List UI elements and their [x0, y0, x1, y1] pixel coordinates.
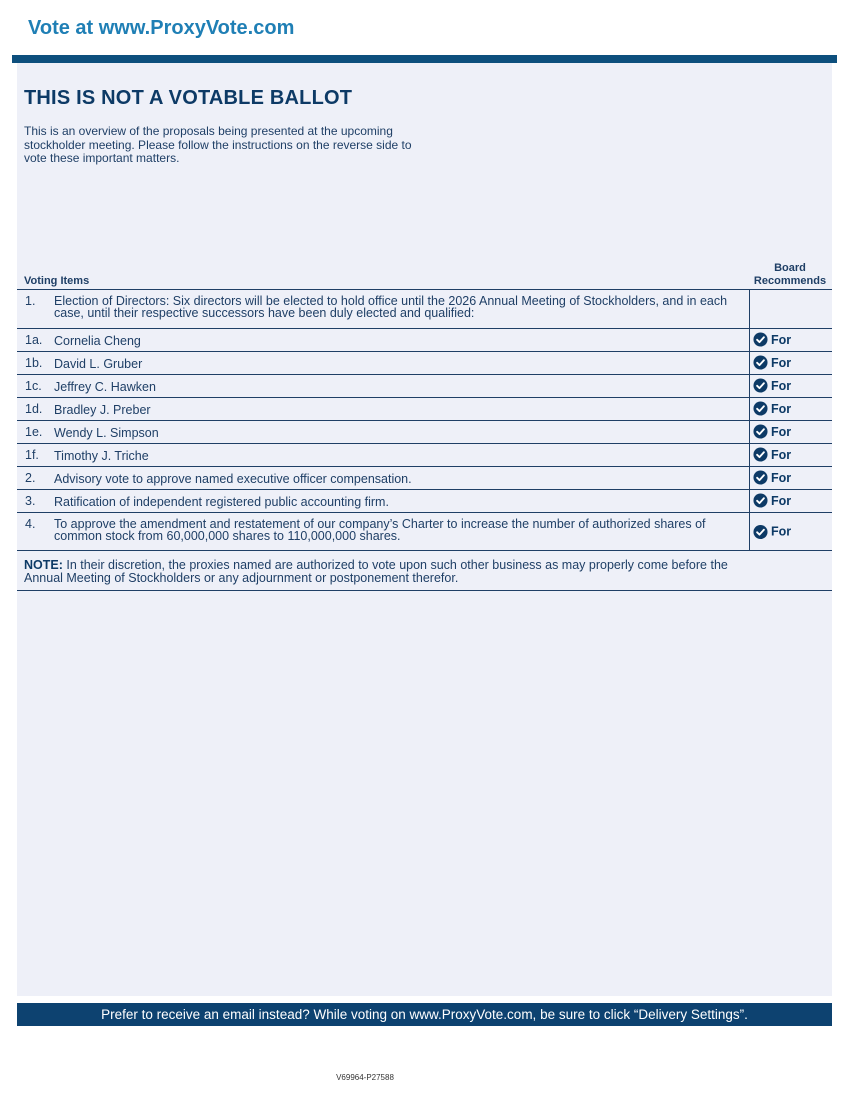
- check-circle-icon: [753, 355, 768, 370]
- item-text: David L. Gruber: [54, 357, 143, 371]
- table-row: [17, 375, 832, 398]
- item-text: Cornelia Cheng: [54, 334, 141, 348]
- recommendation-cell: [749, 329, 833, 351]
- item-text: Wendy L. Simpson: [54, 426, 159, 440]
- site-url-heading: Vote at www.ProxyVote.com: [28, 17, 295, 39]
- item-number: 1.: [25, 294, 36, 308]
- recommendation-label: For: [771, 524, 792, 539]
- delivery-settings-banner: Prefer to receive an email instead? While voting on www.ProxyVote.com, be sure to click “Delivery Settings”.: [17, 1003, 832, 1026]
- check-circle-icon: [753, 332, 768, 347]
- table-row: [17, 444, 832, 467]
- item-number: 1c.: [25, 379, 42, 393]
- item-number: 2.: [25, 471, 36, 485]
- note-label: NOTE:: [24, 558, 63, 572]
- table-row: [17, 398, 832, 421]
- recommendation-cell: [749, 398, 833, 420]
- item-number: 1f.: [25, 448, 39, 462]
- recommendation-badge: [753, 424, 791, 439]
- item-text: Timothy J. Triche: [54, 449, 149, 463]
- table-row: [17, 290, 832, 329]
- item-number: 3.: [25, 494, 36, 508]
- table-row: [17, 467, 832, 490]
- recommendation-cell: [749, 444, 833, 466]
- board-recommends-header: [748, 262, 832, 287]
- table-row: [17, 352, 832, 375]
- item-text: Bradley J. Preber: [54, 403, 151, 417]
- recommendation-cell: [749, 513, 833, 550]
- check-circle-icon: [753, 378, 768, 393]
- check-circle-icon: [753, 424, 768, 439]
- note-body: In their discretion, the proxies named are authorized to vote upon such other business as may properly come before the Annual Meeting of Stockholders or any adjournment or postponement therefor.: [24, 558, 728, 585]
- recommendation-cell: [749, 421, 833, 443]
- voting-items-header: Voting Items: [24, 275, 90, 287]
- recommendation-badge: [753, 378, 791, 393]
- note-divider: [17, 590, 832, 591]
- recommendation-badge: [753, 524, 791, 539]
- item-text: To approve the amendment and restatement of our company’s Charter to increase the number of authorized shares of common stock from 60,000,000 shares to 110,000,000 shares.: [54, 517, 706, 543]
- recommendation-label: For: [771, 493, 792, 508]
- recommendation-badge: [753, 355, 791, 370]
- table-row: [17, 329, 832, 352]
- recommendation-label: For: [771, 332, 792, 347]
- item-text: Advisory vote to approve named executive officer compensation.: [54, 472, 412, 486]
- recommendation-cell: [749, 467, 833, 489]
- recommendation-cell: [749, 490, 833, 512]
- item-number: 1a.: [25, 333, 43, 347]
- check-circle-icon: [753, 447, 768, 462]
- recommendation-badge: [753, 447, 791, 462]
- recommendation-cell: [749, 290, 833, 328]
- recommendation-badge: [753, 332, 791, 347]
- voting-items-table: [17, 289, 832, 551]
- check-circle-icon: [753, 524, 768, 539]
- note-text: [24, 559, 754, 584]
- item-text: Jeffrey C. Hawken: [54, 380, 156, 394]
- board-header-line1: Board: [774, 262, 806, 274]
- recommendation-cell: [749, 352, 833, 374]
- check-circle-icon: [753, 493, 768, 508]
- intro-text: This is an overview of the proposals being presented at the upcoming stockholder meeting. Please follow the instructions on the reverse side to vote these important matters.: [24, 124, 412, 165]
- recommendation-badge: [753, 401, 791, 416]
- item-text: Election of Directors: Six directors will be elected to hold office until the 2026 Annual Meeting of Stockholders, and in each case, until their respective successors have been duly elected and qualified:: [54, 294, 728, 320]
- page-title: THIS IS NOT A VOTABLE BALLOT: [24, 87, 353, 109]
- item-number: 1e.: [25, 425, 43, 439]
- recommendation-label: For: [771, 355, 792, 370]
- table-row: [17, 513, 832, 551]
- job-code: V69964-P27588: [336, 1073, 394, 1082]
- table-row: [17, 490, 832, 513]
- item-number: 4.: [25, 517, 36, 531]
- item-text: Ratification of independent registered public accounting firm.: [54, 495, 389, 509]
- recommendation-label: For: [771, 447, 792, 462]
- board-header-line2: Recommends: [753, 274, 827, 287]
- recommendation-label: For: [771, 424, 792, 439]
- check-circle-icon: [753, 401, 768, 416]
- check-circle-icon: [753, 470, 768, 485]
- item-number: 1b.: [25, 356, 43, 370]
- top-divider: [12, 55, 837, 63]
- recommendation-badge: [753, 493, 791, 508]
- recommendation-badge: [753, 470, 791, 485]
- table-row: [17, 421, 832, 444]
- recommendation-label: For: [771, 378, 792, 393]
- item-number: 1d.: [25, 402, 43, 416]
- recommendation-label: For: [771, 470, 792, 485]
- recommendation-label: For: [771, 401, 792, 416]
- recommendation-cell: [749, 375, 833, 397]
